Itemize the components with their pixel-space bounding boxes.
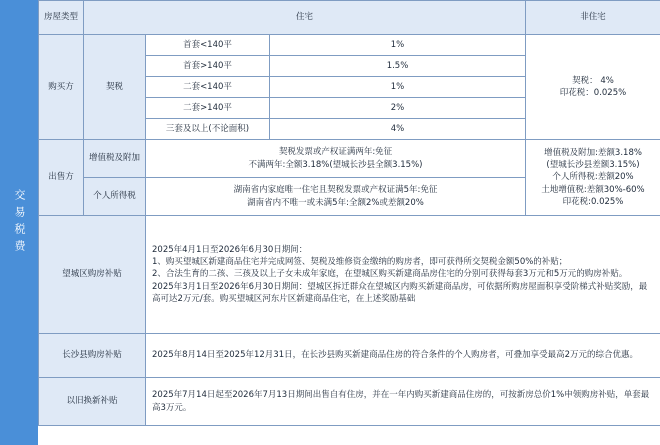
vat-detail <box>146 140 526 178</box>
section-sidebar <box>0 0 38 445</box>
purchase-rate: 1.5% <box>270 56 526 77</box>
income-tax-label: 个人所得税 <box>84 178 146 216</box>
vat-label: 增值税及附加 <box>84 140 146 178</box>
purchase-condition: 二套<140平 <box>146 77 270 98</box>
trade-in-subsidy-label: 以旧换新补贴 <box>39 378 146 426</box>
header-house-type: 房屋类型 <box>39 1 84 35</box>
non-res-sale-line: (望城长沙县差额3.15%) <box>546 160 640 171</box>
non-res-sale-line: 印花税:0.025% <box>562 196 624 207</box>
income-tax-detail <box>146 178 526 216</box>
deed-tax-label: 契税 <box>84 35 146 140</box>
non-res-sale-line: 个人所得税:差额20% <box>552 172 634 183</box>
purchase-rate: 1% <box>270 35 526 56</box>
header-residential: 住宅 <box>84 1 526 35</box>
header-non-residential: 非住宅 <box>526 1 660 35</box>
vat-line: 不满两年:全额3.18%(望城长沙县全额3.15%) <box>248 159 423 170</box>
sale-non-residential <box>526 140 660 216</box>
vat-line: 契税发票或产权证满两年:免征 <box>278 147 393 158</box>
tax-table <box>38 0 660 426</box>
non-res-sale-line: 土地增值税:差额30%-60% <box>541 184 645 195</box>
wangcheng-subsidy-label: 望城区购房补贴 <box>39 216 146 334</box>
sale-label: 出售方 <box>39 140 84 216</box>
purchase-condition: 二套>140平 <box>146 98 270 119</box>
non-res-deed-tax: 契税： 4% <box>572 75 614 86</box>
subsidy-line: 2、合法生育的二孩、三孩及以上子女未成年家庭，在望城区购买新建商品房住宅的分别可获得每套3万元和5万元的购房补贴。 <box>152 269 628 280</box>
subsidy-line: 2025年8月14日至2025年12月31日，在长沙县购买新建商品住房的符合条件的个人购房者，可叠加享受最高2万元的综合优惠。 <box>152 350 639 361</box>
subsidy-line: 2025年4月1日至2026年6月30日期间： <box>152 244 308 255</box>
purchase-rate: 1% <box>270 77 526 98</box>
subsidy-line: 2025年3月1日至2026年6月30日期间：望城区拆迁群众在望城区内购买新建商品房，可依据所购房屋面积享受阶梯式补贴奖励，最高可达2万元/套。购买望城区河东片区新建商品住宅，在上述奖励基础 <box>152 281 648 304</box>
section-title: 交易税费 <box>13 188 26 257</box>
wangcheng-subsidy-detail <box>146 216 660 334</box>
purchase-label: 购买方 <box>39 35 84 140</box>
purchase-rate: 2% <box>270 98 526 119</box>
non-res-stamp-tax: 印花税：0.025% <box>559 88 627 98</box>
income-tax-line: 湖南省内不唯一或未满5年:全额2%或差额20% <box>247 197 424 208</box>
purchase-non-residential <box>526 35 660 140</box>
trade-in-subsidy-detail <box>146 378 660 426</box>
subsidy-line: 2025年7月14日起至2026年7月13日期间出售自有住房，并在一年内购买新建商品住房的，可按新房总价1%申领购房补贴，单套最高3万元。 <box>152 390 650 413</box>
changsha-subsidy-detail <box>146 334 660 378</box>
purchase-condition: 三套及以上(不论面积) <box>146 119 270 140</box>
purchase-condition: 首套<140平 <box>146 35 270 56</box>
purchase-rate: 4% <box>270 119 526 140</box>
non-res-sale-line: 增值税及附加:差额3.18% <box>544 147 642 158</box>
purchase-condition: 首套>140平 <box>146 56 270 77</box>
income-tax-line: 湖南省内家庭唯一住宅且契税发票或产权证满5年:免征 <box>233 185 438 196</box>
changsha-subsidy-label: 长沙县购房补贴 <box>39 334 146 378</box>
subsidy-line: 1、购买望城区新建商品住宅并完成网签、契税及维修资金缴纳的购房者，即可获得所交契税金额50%的补贴； <box>152 257 568 268</box>
